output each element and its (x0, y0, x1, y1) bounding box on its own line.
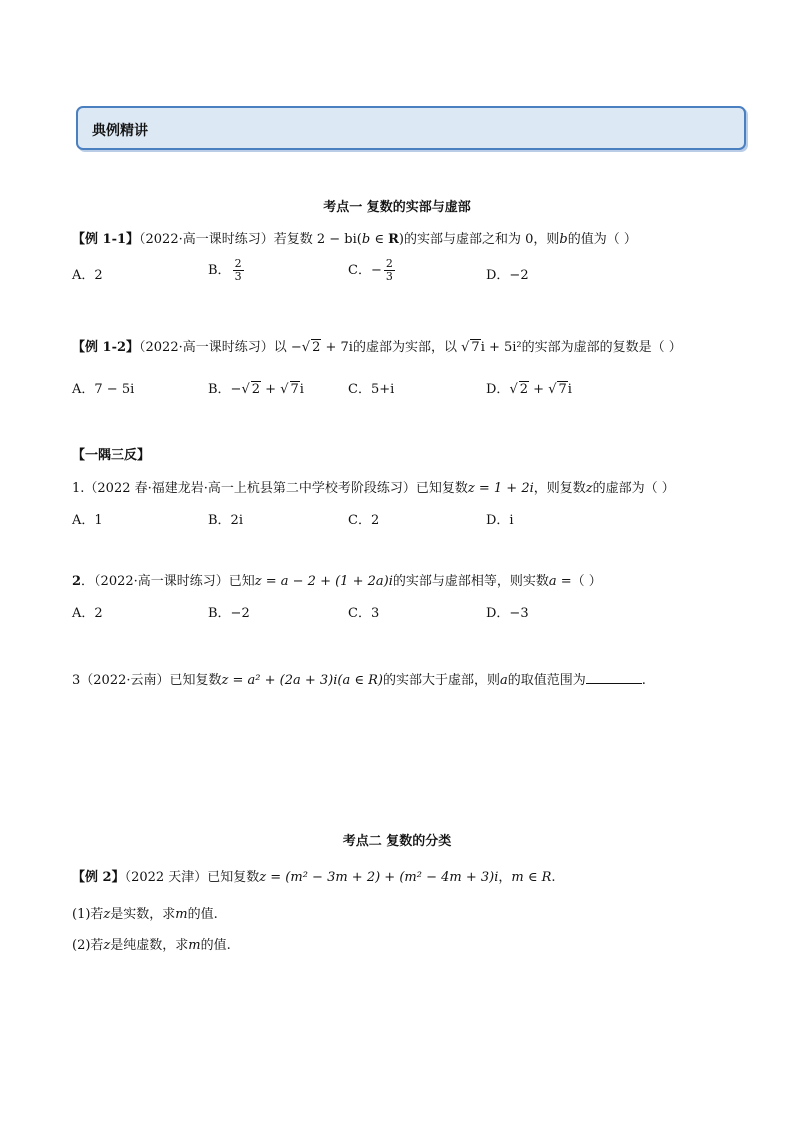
option-c: C．5+i (348, 382, 395, 397)
example-tag: 【例 2】 (72, 870, 125, 885)
option-d: D．−2 (486, 268, 529, 283)
option-c: C．− $\frac{2}{3}$ (348, 257, 393, 283)
example-tag: 【例 1-1】 (72, 232, 140, 247)
example-2: 【例 2】（2022 天津）已知复数z = (m² − 3m + 2) + (m² − 4m + 3)i，m ∈ R. (72, 870, 556, 885)
question-1: 1.（2022 春·福建龙岩·高一上杭县第二中学校考阶段练习）已知复数z = 1 + 2i，则复数z的虚部为（ ） (72, 481, 675, 496)
question-3: 3（2022·云南）已知复数z = a² + (2a + 3)i(a ∈ R)的实部大于虚部，则a的取值范围为 . (72, 673, 646, 688)
option-a: A．2 (72, 268, 103, 283)
option-b: B． $\frac{2}{3}$ (208, 257, 242, 283)
question-2: 2．（2022·高一课时练习）已知z = a − 2 + (1 + 2a)i的实部与虚部相等，则实数a =（ ） (72, 574, 602, 589)
option-b: B．−2 (208, 606, 250, 621)
section2-title: 考点二 复数的分类 (342, 834, 452, 849)
expression-2: √ 7i + 5i² (461, 340, 522, 355)
option-b: B．2i (208, 513, 243, 528)
option-d: D．−3 (486, 606, 529, 621)
option-c: C．3 (348, 606, 380, 621)
example-1-1: 【例 1-1】（2022·高一课时练习）若复数 2 − bi(b ∈ R)的实部与虚部之和为 0，则b的值为（ ） (72, 232, 637, 247)
example-2-part-1: (1)若z是实数，求m的值. (72, 907, 218, 922)
option-a: A．1 (72, 513, 103, 528)
section1-title: 考点一 复数的实部与虚部 (323, 200, 471, 215)
example-tag: 【例 1-2】 (72, 340, 140, 355)
option-b: B．−√ 2 + √ 7i (208, 382, 304, 397)
answer-blank[interactable] (586, 671, 642, 684)
practice-title: 【一隅三反】 (72, 448, 151, 463)
expression-1: −√ 2 + 7i (290, 340, 353, 355)
option-d: D．√ 2 + √ 7i (486, 382, 572, 397)
option-a: A．7 − 5i (72, 382, 135, 397)
option-d: D．i (486, 513, 514, 528)
example-2-part-2: (2)若z是纯虚数，求m的值. (72, 938, 231, 953)
option-c: C．2 (348, 513, 380, 528)
banner-title: 典例精讲 (92, 123, 148, 139)
option-a: A．2 (72, 606, 103, 621)
section-banner (76, 106, 746, 150)
example-1-2: 【例 1-2】（2022·高一课时练习）以 −√ 2 + 7i的虚部为实部，以 √ 7i + 5i²的实部为虚部的复数是（ ） (72, 340, 682, 355)
expression: 2 − bi(b ∈ R) (316, 232, 404, 247)
